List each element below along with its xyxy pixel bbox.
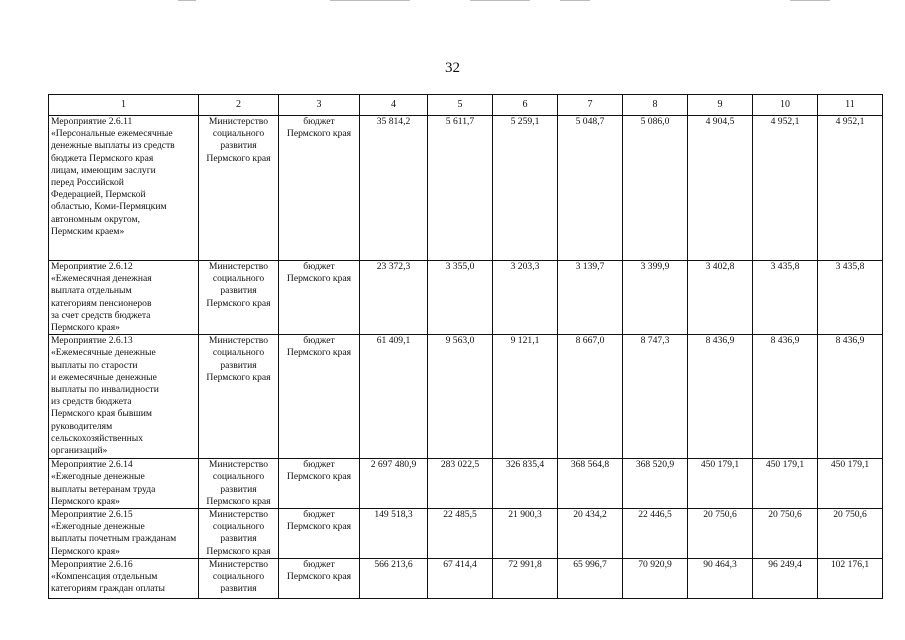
amount-cell: 22 446,5 <box>623 509 688 559</box>
cell-text-line: Мероприятие 2.6.11 <box>51 116 133 127</box>
funding-source-cell <box>279 116 360 261</box>
cell-text-line: развития <box>220 533 257 545</box>
table-row <box>49 509 883 559</box>
cell-text-line: областью, Коми-Пермяцким <box>51 201 167 213</box>
cell-text-line: бюджет <box>303 116 335 127</box>
executor-cell <box>199 558 279 598</box>
cell-text-line: Пермского края» <box>51 545 120 557</box>
amount-cell: 566 213,6 <box>360 558 428 598</box>
amount-cell: 3 399,9 <box>623 261 688 335</box>
cell-text-line: Пермского края <box>286 347 352 359</box>
cell-text-line: Министерство <box>208 335 269 347</box>
cell-text-line: Министерство <box>208 116 269 127</box>
executor-cell <box>199 509 279 559</box>
cell-text-line: денежные выплаты из средств <box>51 140 175 152</box>
cell-text-line: категориям пенсионеров <box>51 297 152 309</box>
cell-text-line: Министерство <box>208 558 269 570</box>
funding-source-cell <box>279 459 360 509</box>
cell-text-line: Пермского края <box>286 273 352 285</box>
table-row <box>49 116 883 261</box>
cell-text-line: Пермского края» <box>51 322 120 334</box>
cell-text-line: Пермского края бывшим <box>51 408 153 420</box>
activity-name-cell <box>49 459 199 509</box>
activity-name-cell <box>49 335 199 459</box>
cell-text-line: выплаты по инвалидности <box>51 384 159 396</box>
cell-text-line: Пермского края <box>206 495 271 507</box>
cell-text-line: Пермским краем» <box>51 225 125 237</box>
amount-cell: 5 611,7 <box>428 116 493 261</box>
cell-text-line: развития <box>220 483 257 495</box>
activity-name-cell <box>49 116 199 261</box>
cell-text-line: развития <box>220 140 257 152</box>
cell-text-line: Министерство <box>208 509 269 521</box>
column-header: 6 <box>493 95 558 116</box>
amount-cell: 90 464,3 <box>688 558 753 598</box>
cell-text-line: бюджет <box>303 558 335 570</box>
amount-cell: 3 435,8 <box>753 261 818 335</box>
amount-cell: 72 991,8 <box>493 558 558 598</box>
cell-text-line: бюджет <box>303 459 335 471</box>
column-header: 4 <box>360 95 428 116</box>
cell-text-line: Мероприятие 2.6.14 <box>51 459 133 471</box>
funding-source-cell <box>279 558 360 598</box>
column-header: 5 <box>428 95 493 116</box>
cell-text-line: выплаты по старости <box>51 359 138 371</box>
cell-text-line: бюджет <box>303 261 335 272</box>
header-row <box>49 95 883 116</box>
amount-cell: 283 022,5 <box>428 459 493 509</box>
cell-text-line: Мероприятие 2.6.15 <box>51 509 133 521</box>
cell-text-line: лицам, имеющим заслуги <box>51 164 156 176</box>
cell-text-line: Пермского края <box>206 152 271 164</box>
cell-text-line: руководителям <box>51 420 113 432</box>
cell-text-line: Пермского края <box>286 471 352 483</box>
cell-text-line: «Компенсация отдельным <box>51 571 158 583</box>
amount-cell: 450 179,1 <box>753 459 818 509</box>
cell-text-line: развития <box>220 359 257 371</box>
column-header: 1 <box>49 95 199 116</box>
amount-cell: 450 179,1 <box>688 459 753 509</box>
cell-text-line: социального <box>212 273 265 285</box>
cell-text-line: организаций» <box>51 445 108 457</box>
cell-text-line: «Ежегодные денежные <box>51 471 145 483</box>
amount-cell: 149 518,3 <box>360 509 428 559</box>
cell-text-line: Пермского края <box>206 297 271 309</box>
cell-text-line: «Ежемесячная денежная <box>51 273 152 285</box>
cell-text-line: из средств бюджета <box>51 396 132 408</box>
cell-text-line: выплаты ветеранам труда <box>51 483 156 495</box>
amount-cell: 21 900,3 <box>493 509 558 559</box>
amount-cell: 9 563,0 <box>428 335 493 459</box>
cell-text-line: развития <box>220 285 257 297</box>
amount-cell: 8 436,9 <box>818 335 883 459</box>
amount-cell: 8 436,9 <box>688 335 753 459</box>
cell-text-line: Мероприятие 2.6.13 <box>51 335 133 347</box>
amount-cell: 5 259,1 <box>493 116 558 261</box>
cell-text-line: Пермского края <box>286 571 352 583</box>
amount-cell: 3 355,0 <box>428 261 493 335</box>
table-body <box>49 116 883 599</box>
cell-text-line: Пермского края <box>286 521 352 533</box>
funding-source-cell <box>279 335 360 459</box>
page-number: 32 <box>445 60 460 76</box>
cell-text-line: «Ежегодные денежные <box>51 521 145 533</box>
budget-table <box>48 94 883 599</box>
amount-cell: 8 436,9 <box>753 335 818 459</box>
column-header: 7 <box>558 95 623 116</box>
scan-edge-line <box>330 0 410 1</box>
cell-text-line: Министерство <box>208 459 269 471</box>
column-header: 11 <box>818 95 883 116</box>
amount-cell: 5 086,0 <box>623 116 688 261</box>
cell-text-line: Пермского края <box>286 128 352 140</box>
cell-text-line: развития <box>220 583 257 595</box>
amount-cell: 96 249,4 <box>753 558 818 598</box>
amount-cell: 61 409,1 <box>360 335 428 459</box>
amount-cell: 450 179,1 <box>818 459 883 509</box>
cell-text-line: автономным округом, <box>51 213 140 225</box>
column-header: 8 <box>623 95 688 116</box>
cell-text-line: перед Российской <box>51 177 124 189</box>
column-header: 2 <box>199 95 279 116</box>
table-row <box>49 459 883 509</box>
amount-cell: 20 750,6 <box>688 509 753 559</box>
amount-cell: 35 814,2 <box>360 116 428 261</box>
amount-cell: 4 904,5 <box>688 116 753 261</box>
cell-text-line: социального <box>212 471 265 483</box>
cell-text-line: бюджет <box>303 335 335 347</box>
activity-name-cell <box>49 509 199 559</box>
cell-text-line: социального <box>212 347 265 359</box>
activity-name-cell <box>49 558 199 598</box>
amount-cell: 5 048,7 <box>558 116 623 261</box>
cell-text-line: бюджет <box>303 509 335 521</box>
cell-text-line: Федерацией, Пермской <box>51 189 146 201</box>
cell-text-line: Министерство <box>208 261 269 272</box>
cell-text-line: бюджета Пермского края <box>51 152 154 164</box>
column-header: 3 <box>279 95 360 116</box>
funding-source-cell <box>279 509 360 559</box>
amount-cell: 8 667,0 <box>558 335 623 459</box>
table-row <box>49 558 883 598</box>
amount-cell: 3 435,8 <box>818 261 883 335</box>
amount-cell: 4 952,1 <box>818 116 883 261</box>
column-header: 9 <box>688 95 753 116</box>
amount-cell: 23 372,3 <box>360 261 428 335</box>
scan-edge-line <box>178 0 196 1</box>
amount-cell: 326 835,4 <box>493 459 558 509</box>
cell-text-line: социального <box>212 521 265 533</box>
cell-text-line: социального <box>212 128 265 140</box>
executor-cell <box>199 459 279 509</box>
amount-cell: 20 750,6 <box>753 509 818 559</box>
amount-cell: 4 952,1 <box>753 116 818 261</box>
cell-text-line: социального <box>212 571 265 583</box>
executor-cell <box>199 261 279 335</box>
cell-text-line: выплата отдельным <box>51 285 132 297</box>
cell-text-line: сельскохозяйственных <box>51 432 144 444</box>
amount-cell: 20 434,2 <box>558 509 623 559</box>
amount-cell: 368 564,8 <box>558 459 623 509</box>
table-row <box>49 335 883 459</box>
scan-edge-line <box>560 0 590 1</box>
executor-cell <box>199 116 279 261</box>
amount-cell: 3 203,3 <box>493 261 558 335</box>
cell-text-line: категориям граждан оплаты <box>51 583 165 595</box>
cell-text-line: Мероприятие 2.6.16 <box>51 558 133 570</box>
cell-text-line: «Персональные ежемесячные <box>51 128 173 140</box>
amount-cell: 9 121,1 <box>493 335 558 459</box>
scan-edge-line <box>790 0 830 1</box>
cell-text-line: Пермского края» <box>51 495 120 507</box>
cell-text-line: Пермского края <box>206 545 271 557</box>
cell-text-line: за счет средств бюджета <box>51 309 151 321</box>
amount-cell: 3 139,7 <box>558 261 623 335</box>
scan-edge-line <box>470 0 530 1</box>
cell-text-line: «Ежемесячные денежные <box>51 347 156 359</box>
amount-cell: 70 920,9 <box>623 558 688 598</box>
funding-source-cell <box>279 261 360 335</box>
column-header: 10 <box>753 95 818 116</box>
amount-cell: 102 176,1 <box>818 558 883 598</box>
amount-cell: 368 520,9 <box>623 459 688 509</box>
amount-cell: 8 747,3 <box>623 335 688 459</box>
table-row <box>49 261 883 335</box>
cell-text-line: выплаты почетным гражданам <box>51 533 177 545</box>
cell-text-line: Пермского края <box>206 371 271 383</box>
amount-cell: 2 697 480,9 <box>360 459 428 509</box>
cell-text-line: Мероприятие 2.6.12 <box>51 261 133 272</box>
amount-cell: 65 996,7 <box>558 558 623 598</box>
amount-cell: 3 402,8 <box>688 261 753 335</box>
cell-text-line: и ежемесячные денежные <box>51 371 157 383</box>
amount-cell: 67 414,4 <box>428 558 493 598</box>
executor-cell <box>199 335 279 459</box>
amount-cell: 20 750,6 <box>818 509 883 559</box>
amount-cell: 22 485,5 <box>428 509 493 559</box>
activity-name-cell <box>49 261 199 335</box>
